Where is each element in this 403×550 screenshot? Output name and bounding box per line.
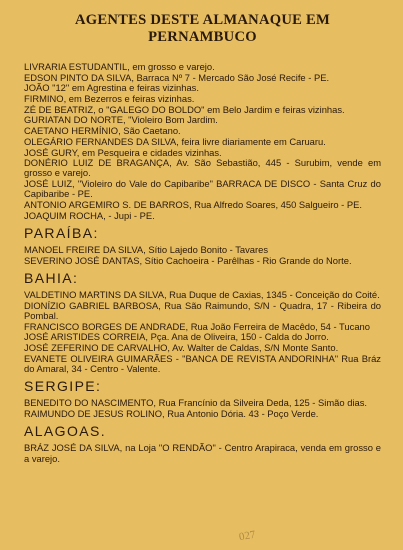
agent-entry: GURIATAN DO NORTE, "Violeiro Bom Jardim. xyxy=(24,114,218,126)
agent-entry: FIRMINO, em Bezerros e feiras vizinhas. xyxy=(24,93,195,105)
bahia-list xyxy=(24,290,381,374)
alagoas-list xyxy=(24,443,381,464)
agent-entry: DIONÍZIO GABRIEL BARBOSA, Rua São Raimundo, S/N - Quadra, 17 - Ribeira do Pombal. xyxy=(24,299,381,322)
agent-entry: BRÁZ JOSÉ DA SILVA, na Loja "O RENDÃO" - Centro Arapiraca, venda em grosso e a varejo. xyxy=(24,442,381,464)
page-number: 027 xyxy=(237,528,256,544)
agent-entry: SEVERINO JOSÉ DANTAS, Sítio Cachoeira - Parêlhas - Rio Grande do Norte. xyxy=(24,254,352,266)
agent-entry: CAETANO HERMÍNIO, São Caetano. xyxy=(24,125,181,137)
agent-entry: JOSÉ ARISTIDES CORREIA, Pça. Ana de Oliveira, 150 - Calda do Jorro. xyxy=(24,331,329,343)
agent-entry: JOSÉ GURY, em Pesqueira e cidades vizinhas. xyxy=(24,146,222,158)
agent-entry: FRANCISCO BORGES DE ANDRADE, Rua João Ferreira de Macêdo, 54 - Tucano xyxy=(24,320,370,332)
agent-entry: DONÉRIO LUIZ DE BRAGANÇA, Av. São Sebastião, 445 - Surubim, vende em grosso e varejo. xyxy=(24,157,381,179)
section-heading-sergipe: SERGIPE: xyxy=(24,378,102,395)
agent-entry: VALDETINO MARTINS DA SILVA, Rua Duque de Caxias, 1345 - Conceição do Coité. xyxy=(24,289,380,301)
page-title: AGENTES DESTE ALMANAQUE EM PERNAMBUCO xyxy=(74,12,331,45)
agent-entry: LIVRARIA ESTUDANTIL, em grosso e varejo. xyxy=(24,61,215,72)
agent-entry: MANOEL FREIRE DA SILVA, Sítio Lajedo Bonito - Tavares xyxy=(24,244,269,256)
agent-entry: JOSÉ LUIZ, "Violeiro do Vale do Capibaribe" BARRACA DE DISCO - Santa Cruz do Capibaribe - PE. xyxy=(24,178,381,200)
agent-entry: BENEDITO DO NASCIMENTO, Rua Francínio da Silveira Deda, 125 - Simão dias. xyxy=(24,397,368,409)
paraiba-list xyxy=(24,245,381,266)
agent-entry: JOÃO "12" em Agrestina e feiras vizinhas. xyxy=(24,82,199,94)
pernambuco-list xyxy=(24,62,381,221)
agent-entry: OLEGÁRIO FERNANDES DA SILVA, feira livre diariamente em Caruaru. xyxy=(24,135,326,147)
agent-entry: RAIMUNDO DE JESUS ROLINO, Rua Antonio Dória. 43 - Poço Verde. xyxy=(24,408,319,420)
agent-entry: ANTONIO ARGEMIRO S. DE BARROS, Rua Alfredo Soares, 450 Salgueiro - PE. xyxy=(24,199,362,211)
agent-entry: JOAQUIM ROCHA, - Jupi - PE. xyxy=(24,209,155,221)
agent-entry: EDSON PINTO DA SILVA, Barraca Nº 7 - Mercado São José Recife - PE. xyxy=(24,71,330,83)
sergipe-list xyxy=(24,398,381,419)
agent-entry: EVANETE OLIVEIRA GUIMARÃES - "BANCA DE REVISTA ANDORINHA" Rua Bráz do Amaral, 34 - Centro - Valente. xyxy=(24,352,381,375)
section-heading-alagoas: ALAGOAS. xyxy=(24,423,107,440)
agent-entry: ZÉ DE BEATRIZ, o "GALEGO DO BOLDO" em Belo Jardim e feiras vizinhas. xyxy=(24,103,345,115)
section-heading-paraiba: PARAÍBA: xyxy=(24,225,99,242)
agent-entry: JOSÉ ZEFERINO DE CARVALHO, Av. Walter de Caldas, S/N Monte Santo. xyxy=(24,342,339,354)
section-heading-bahia: BAHIA: xyxy=(24,270,79,287)
